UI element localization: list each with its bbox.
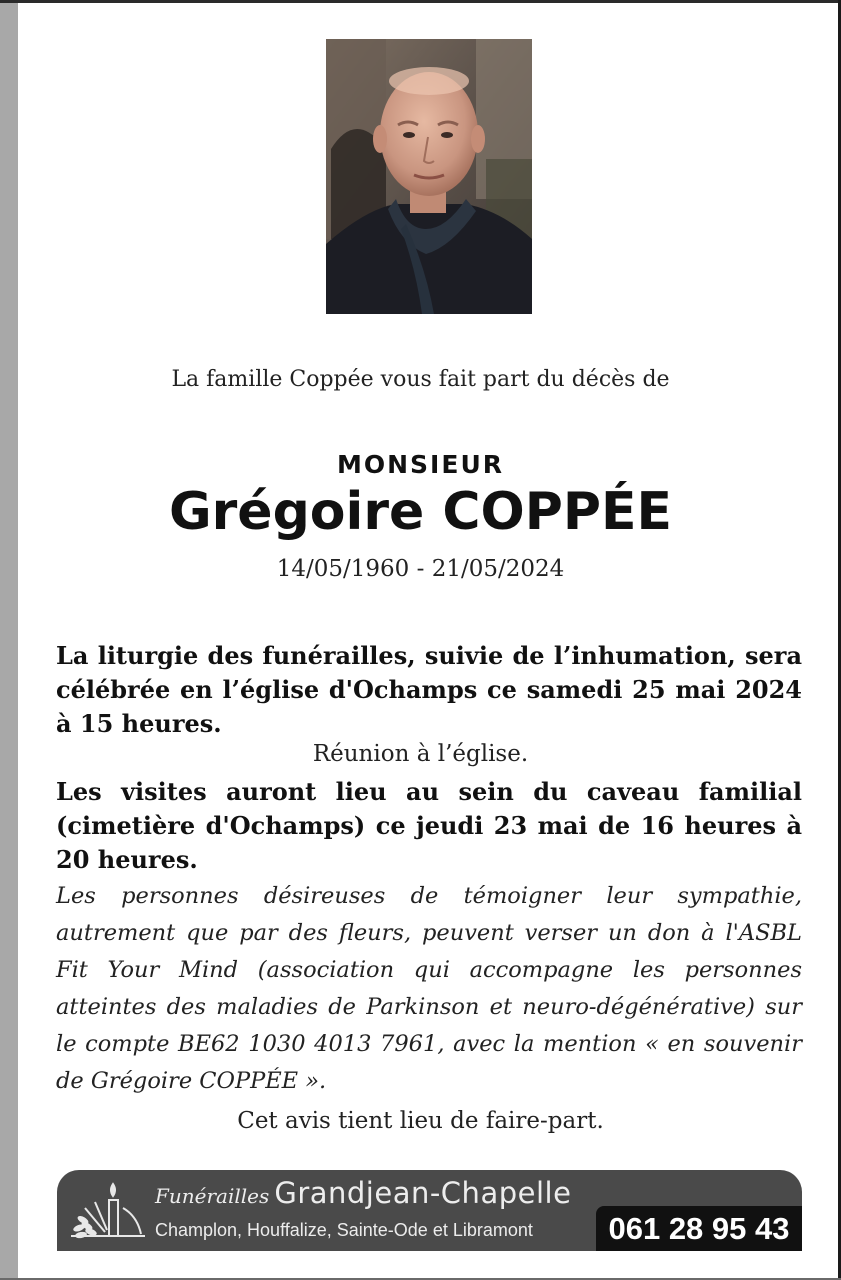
reunion-line: Réunion à l’église. <box>312 741 529 767</box>
life-dates: 14/05/1960 - 21/05/2024 <box>276 556 565 582</box>
donation-paragraph: Les personnes désireuses de témoigner leur sympathie, autrement que par des fleurs, peuvent verser un don à l'ASBL Fit Your Mind (association qui accompagne les personnes atteintes des maladies de Parkinson et neuro-dégénérative) sur le compte BE62 1030 4013 7961, avec la mention « en souvenir de Grégoire COPPÉE ». <box>56 883 802 1094</box>
page-frame-top <box>0 0 841 3</box>
funeral-home-banner <box>57 1170 802 1251</box>
closing-line: Cet avis tient lieu de faire-part. <box>237 1108 604 1134</box>
visits-paragraph: Les visites auront lieu au sein du caveau familial (cimetière d'Ochamps) ce jeudi 23 mai de 16 heures à 20 heures. <box>56 777 802 874</box>
brand-name: Grandjean-Chapelle <box>274 1176 572 1210</box>
portrait-photo <box>326 39 532 314</box>
honorific-title: MONSIEUR <box>337 450 504 479</box>
phone-number: 061 28 95 43 <box>596 1206 802 1251</box>
page-frame-left <box>0 0 18 1280</box>
funeral-home-locations: Champlon, Houffalize, Sainte-Ode et Libramont <box>155 1220 533 1240</box>
deceased-name: Grégoire COPPÉE <box>168 482 672 542</box>
candle-wheat-icon <box>67 1178 149 1244</box>
funeral-home-name <box>155 1176 571 1210</box>
brand-prefix: Funérailles <box>155 1184 270 1208</box>
intro-text: La famille Coppée vous fait part du décès de <box>171 367 670 392</box>
liturgy-paragraph: La liturgie des funérailles, suivie de l’inhumation, sera célébrée en l’église d'Ochamps ce samedi 25 mai 2024 à 15 heures. <box>56 641 802 738</box>
